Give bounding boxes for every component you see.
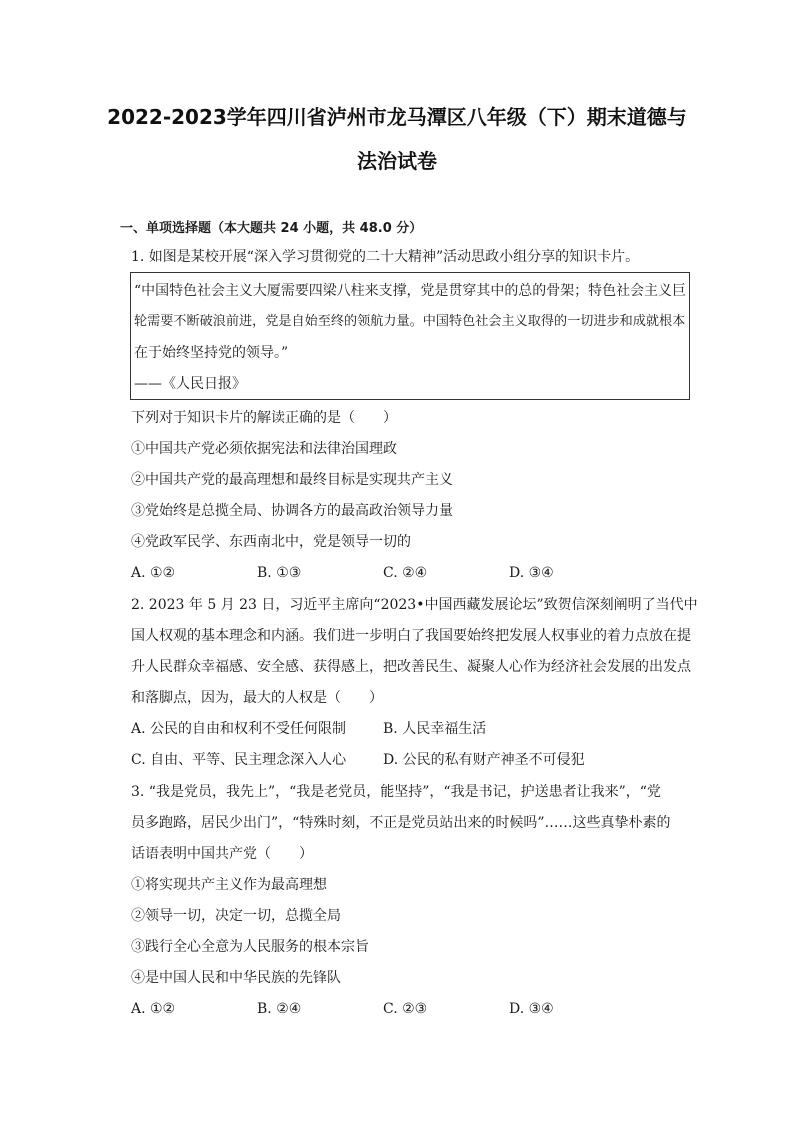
card-source: ——《人民日报》 (134, 376, 246, 392)
question-1-prompt: 下列对于知识卡片的解读正确的是（ ） (131, 410, 397, 426)
question-2-stem-line: 和落脚点，因为，最大的人权是（ ） (131, 690, 383, 706)
question-1-option-d[interactable]: D. ③④ (509, 565, 554, 581)
card-quote-line: “中国特色社会主义大厦需要四梁八柱来支撑，党是贯穿其中的总的骨架；特色社会主义巨 (134, 283, 686, 299)
question-3-statement: ③践行全心全意为人民服务的根本宗旨 (131, 939, 369, 955)
section-heading: 一、单项选择题（本大题共 24 小题，共 48.0 分） (120, 221, 423, 236)
question-1-stem: 1. 如图是某校开展“深入学习贯彻党的二十大精神”活动思政小组分享的知识卡片。 (131, 249, 640, 265)
question-1-option-b[interactable]: B. ①③ (257, 565, 302, 581)
question-1-option-c[interactable]: C. ②④ (383, 565, 428, 581)
card-quote-line: 在于始终坚持党的领导。” (134, 345, 289, 361)
question-3-statement: ②领导一切，决定一切，总揽全局 (131, 908, 341, 924)
question-1-statement: ③党始终是总揽全局、协调各方的最高政治领导力量 (131, 503, 453, 519)
page-title-line-2: 法治试卷 (357, 149, 437, 173)
page-title-line-1: 2022-2023学年四川省泸州市龙马潭区八年级（下）期末道德与 (107, 105, 687, 129)
question-2-stem-line: 升人民群众幸福感、安全感、获得感上，把改善民生、凝聚人心作为经济社会发展的出发点 (131, 659, 691, 675)
question-2-option-c[interactable]: C. 自由、平等、民主理念深入人心 (131, 752, 347, 768)
question-3-stem-line: 员多跑路，居民少出门”，“特殊时刻，不正是党员站出来的时候吗”……这些真挚朴素的 (131, 815, 671, 831)
question-3-statement: ④是中国人民和中华民族的先锋队 (131, 970, 341, 986)
question-1-option-a[interactable]: A. ①② (131, 565, 176, 581)
question-3-option-d[interactable]: D. ③④ (509, 1001, 554, 1017)
question-3-statement: ①将实现共产主义作为最高理想 (131, 877, 327, 893)
question-2-option-b[interactable]: B. 人民幸福生活 (383, 721, 487, 737)
question-3-stem-line: 话语表明中国共产党（ ） (131, 846, 313, 862)
question-2-stem-line: 国人权观的基本理念和内涵。我们进一步明白了我国要始终把发展人权事业的着力点放在提 (131, 628, 691, 644)
question-2-stem-line: 2. 2023 年 5 月 23 日，习近平主席向“2023•中国西藏发展论坛”致贺信深刻阐明了当代中 (131, 597, 698, 613)
question-3-option-b[interactable]: B. ②④ (257, 1001, 302, 1017)
question-2-option-a[interactable]: A. 公民的自由和权利不受任何限制 (131, 721, 347, 737)
question-2-option-d[interactable]: D. 公民的私有财产神圣不可侵犯 (383, 752, 585, 768)
question-3-option-c[interactable]: C. ②③ (383, 1001, 428, 1017)
question-1-statement: ①中国共产党必须依据宪法和法律治国理政 (131, 441, 397, 457)
question-1-statement: ④党政军民学、东西南北中，党是领导一切的 (131, 534, 411, 550)
question-1-statement: ②中国共产党的最高理想和最终目标是实现共产主义 (131, 472, 453, 488)
knowledge-card (130, 272, 690, 400)
question-3-option-a[interactable]: A. ①② (131, 1001, 176, 1017)
card-quote-line: 轮需要不断破浪前进，党是自始至终的领航力量。中国特色社会主义取得的一切进步和成就根本 (134, 314, 686, 329)
question-3-stem-line: 3. “我是党员，我先上”，“我是老党员，能坚持”，“我是书记，护送患者让我来”，“党 (131, 784, 661, 800)
